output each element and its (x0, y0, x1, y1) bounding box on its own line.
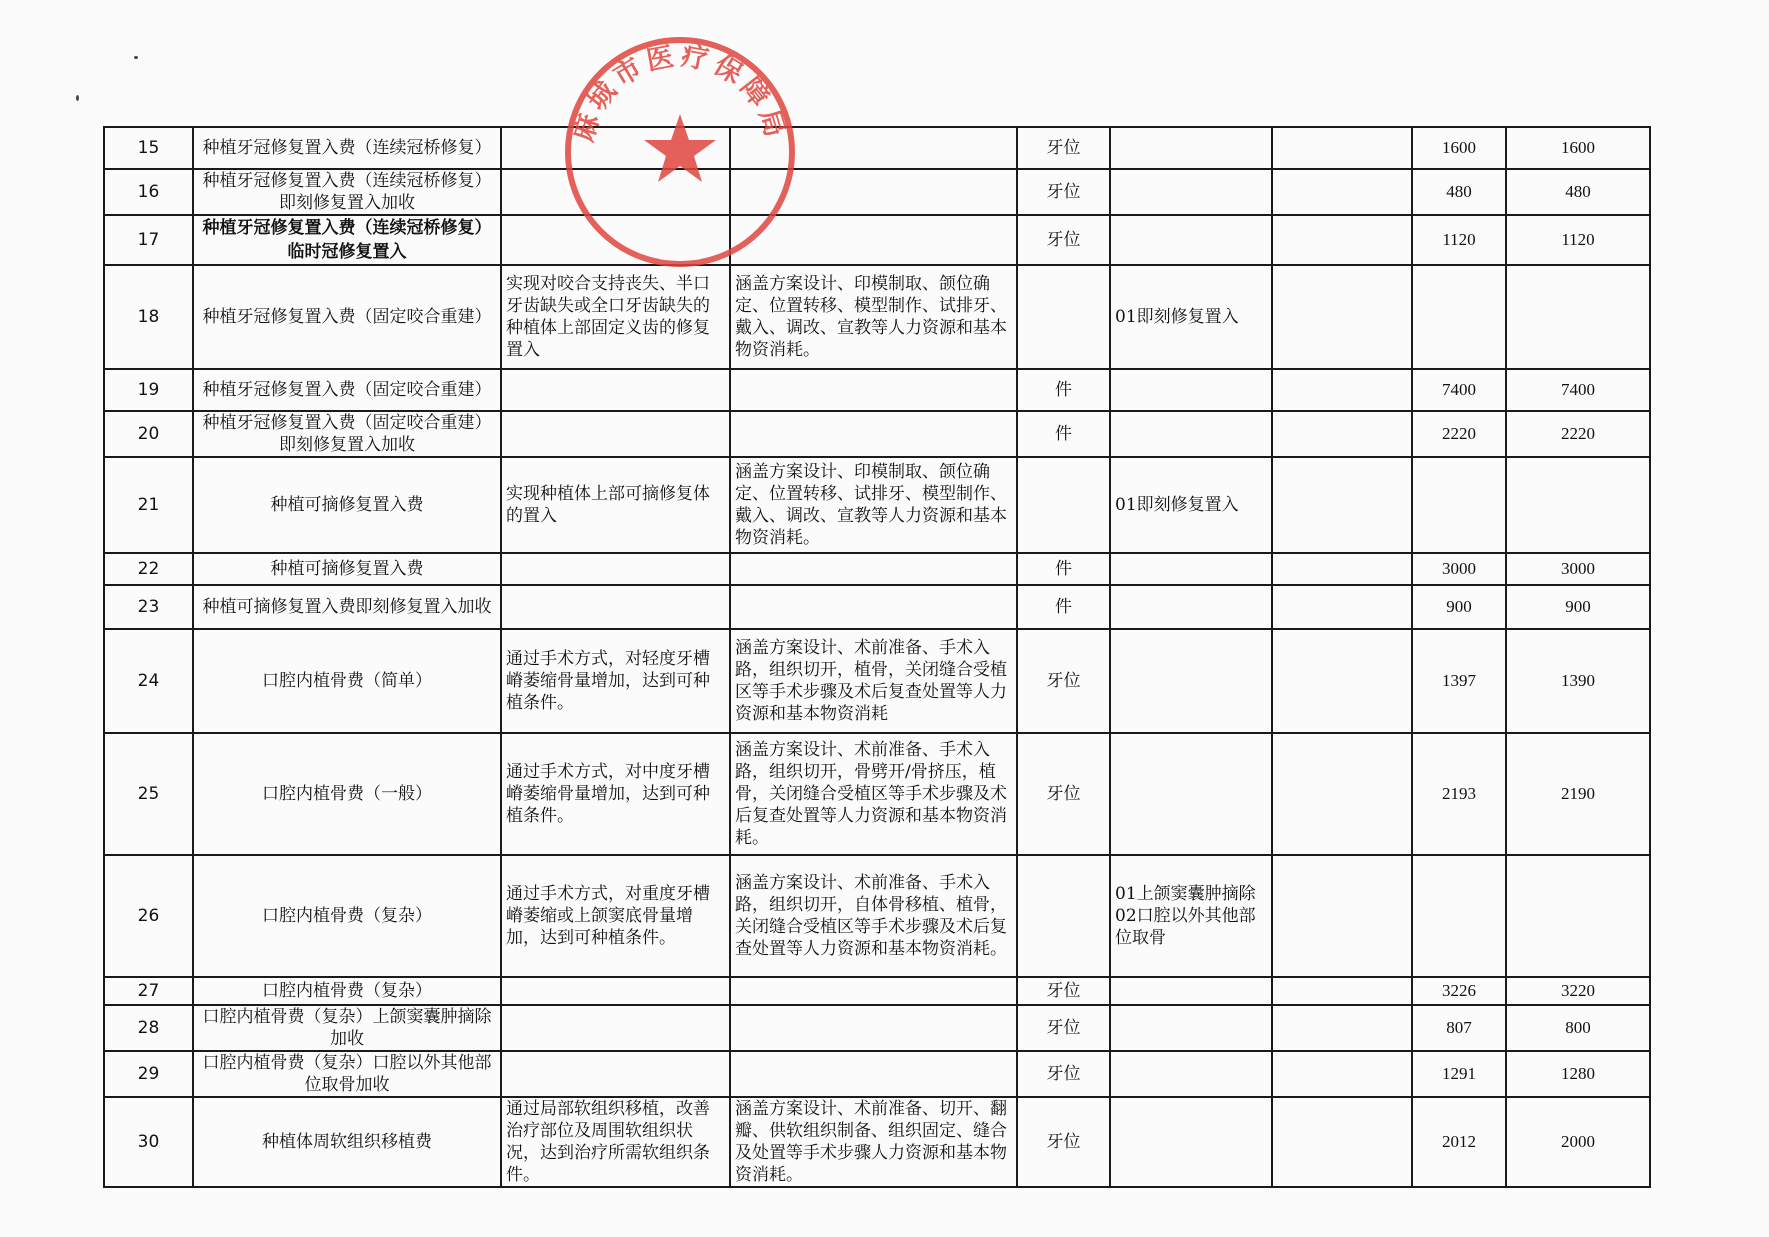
item-number: 22 (104, 553, 193, 585)
item-description: 通过手术方式，对中度牙槽嵴萎缩骨量增加，达到可种植条件。 (501, 733, 730, 855)
item-description (501, 977, 730, 1005)
item-price-1: 2012 (1412, 1097, 1506, 1187)
item-price-1: 2220 (1412, 411, 1506, 457)
item-price-1 (1412, 855, 1506, 977)
item-unit: 牙位 (1017, 1051, 1110, 1097)
item-unit: 牙位 (1017, 1005, 1110, 1051)
item-note (1272, 585, 1412, 629)
item-price-1: 480 (1412, 169, 1506, 215)
item-number: 29 (104, 1051, 193, 1097)
item-price-2: 1390 (1506, 629, 1650, 733)
table-row (104, 265, 1650, 369)
table-row (104, 585, 1650, 629)
item-price-2: 900 (1506, 585, 1650, 629)
item-exclusions (1110, 553, 1272, 585)
item-unit: 牙位 (1017, 169, 1110, 215)
table-row (104, 553, 1650, 585)
item-content: 涵盖方案设计、术前准备、切开、翻瓣、供软组织制备、组织固定、缝合及处置等手术步骤人力资源和基本物资消耗。 (730, 1097, 1017, 1187)
item-note (1272, 1097, 1412, 1187)
item-price-1: 7400 (1412, 369, 1506, 411)
item-description (501, 1051, 730, 1097)
item-unit: 牙位 (1017, 215, 1110, 265)
item-exclusions (1110, 369, 1272, 411)
item-price-2: 2000 (1506, 1097, 1650, 1187)
item-note (1272, 855, 1412, 977)
item-price-2: 3220 (1506, 977, 1650, 1005)
item-price-2: 800 (1506, 1005, 1650, 1051)
item-price-1 (1412, 265, 1506, 369)
item-unit: 牙位 (1017, 127, 1110, 169)
item-name: 口腔内植骨费（简单） (193, 629, 501, 733)
item-note (1272, 553, 1412, 585)
item-number: 30 (104, 1097, 193, 1187)
item-number: 18 (104, 265, 193, 369)
item-description: 实现对咬合支持丧失、半口牙齿缺失或全口牙齿缺失的种植体上部固定义齿的修复置入 (501, 265, 730, 369)
item-name: 种植牙冠修复置入费（固定咬合重建） (193, 265, 501, 369)
item-unit: 牙位 (1017, 977, 1110, 1005)
item-unit: 牙位 (1017, 733, 1110, 855)
item-price-2: 1280 (1506, 1051, 1650, 1097)
item-exclusions (1110, 977, 1272, 1005)
item-content: 涵盖方案设计、术前准备、手术入路，组织切开，骨劈开/骨挤压，植骨，关闭缝合受植区等手术步骤及术后复查处置等人力资源和基本物资消耗。 (730, 733, 1017, 855)
item-note (1272, 733, 1412, 855)
table-row (104, 733, 1650, 855)
item-number: 19 (104, 369, 193, 411)
item-exclusions (1110, 1097, 1272, 1187)
scan-speck (76, 95, 79, 101)
item-unit: 件 (1017, 553, 1110, 585)
item-content (730, 215, 1017, 265)
item-content (730, 553, 1017, 585)
item-name: 种植可摘修复置入费 (193, 457, 501, 553)
item-note (1272, 127, 1412, 169)
item-number: 24 (104, 629, 193, 733)
item-price-2: 480 (1506, 169, 1650, 215)
item-note (1272, 265, 1412, 369)
item-description (501, 553, 730, 585)
item-content (730, 369, 1017, 411)
item-price-1: 3226 (1412, 977, 1506, 1005)
table-row (104, 1051, 1650, 1097)
item-price-2: 7400 (1506, 369, 1650, 411)
item-unit (1017, 855, 1110, 977)
item-name: 口腔内植骨费（复杂） (193, 977, 501, 1005)
item-price-1: 1397 (1412, 629, 1506, 733)
item-name: 种植牙冠修复置入费（连续冠桥修复）即刻修复置入加收 (193, 169, 501, 215)
item-number: 21 (104, 457, 193, 553)
item-price-1: 2193 (1412, 733, 1506, 855)
item-note (1272, 169, 1412, 215)
item-price-1 (1412, 457, 1506, 553)
item-name: 种植牙冠修复置入费（连续冠桥修复）临时冠修复置入 (193, 215, 501, 265)
item-number: 23 (104, 585, 193, 629)
item-name: 种植可摘修复置入费 (193, 553, 501, 585)
item-unit: 件 (1017, 369, 1110, 411)
item-exclusions (1110, 629, 1272, 733)
item-name: 种植牙冠修复置入费（连续冠桥修复） (193, 127, 501, 169)
seal-text: 麻城市医疗保障局 (568, 40, 792, 146)
item-name: 口腔内植骨费（复杂）口腔以外其他部位取骨加收 (193, 1051, 501, 1097)
item-description (501, 169, 730, 215)
item-name: 口腔内植骨费（复杂）上颌窦囊肿摘除加收 (193, 1005, 501, 1051)
item-name: 种植体周软组织移植费 (193, 1097, 501, 1187)
item-description: 通过局部软组织移植，改善治疗部位及周围软组织状 况，达到治疗所需软组织条件。 (501, 1097, 730, 1187)
table-row (104, 629, 1650, 733)
item-number: 25 (104, 733, 193, 855)
item-number: 20 (104, 411, 193, 457)
table-row (104, 411, 1650, 457)
item-note (1272, 411, 1412, 457)
item-description (501, 411, 730, 457)
item-price-1: 807 (1412, 1005, 1506, 1051)
item-price-2: 2220 (1506, 411, 1650, 457)
item-content (730, 977, 1017, 1005)
item-content (730, 1051, 1017, 1097)
item-note (1272, 977, 1412, 1005)
fee-table (103, 126, 1651, 1188)
item-name: 种植可摘修复置入费即刻修复置入加收 (193, 585, 501, 629)
item-exclusions (1110, 585, 1272, 629)
item-description: 实现种植体上部可摘修复体的置入 (501, 457, 730, 553)
item-description (501, 585, 730, 629)
fee-table-body (104, 127, 1650, 1187)
item-exclusions (1110, 1005, 1272, 1051)
item-number: 16 (104, 169, 193, 215)
item-content (730, 411, 1017, 457)
table-row (104, 1097, 1650, 1187)
item-price-1: 900 (1412, 585, 1506, 629)
item-content (730, 127, 1017, 169)
item-exclusions (1110, 127, 1272, 169)
item-unit: 件 (1017, 411, 1110, 457)
item-description: 通过手术方式，对重度牙槽嵴萎缩或上颌窦底骨量增 加，达到可种植条件。 (501, 855, 730, 977)
item-unit: 件 (1017, 585, 1110, 629)
item-unit: 牙位 (1017, 629, 1110, 733)
item-number: 15 (104, 127, 193, 169)
item-number: 17 (104, 215, 193, 265)
item-exclusions: 01即刻修复置入 (1110, 265, 1272, 369)
item-price-2 (1506, 855, 1650, 977)
item-note (1272, 215, 1412, 265)
table-row (104, 977, 1650, 1005)
item-content (730, 585, 1017, 629)
item-description: 通过手术方式，对轻度牙槽嵴萎缩骨量增加，达到可种植条件。 (501, 629, 730, 733)
item-exclusions: 01即刻修复置入 (1110, 457, 1272, 553)
table-row (104, 127, 1650, 169)
item-name: 种植牙冠修复置入费（固定咬合重建） (193, 369, 501, 411)
item-exclusions: 01上颌窦囊肿摘除 02口腔以外其他部位取骨 (1110, 855, 1272, 977)
scan-speck (134, 56, 138, 59)
item-content: 涵盖方案设计、术前准备、手术入路，组织切开，自体骨移植、植骨，关闭缝合受植区等手术步骤及术后复查处置等人力资源和基本物资消耗。 (730, 855, 1017, 977)
table-row (104, 855, 1650, 977)
table-row (104, 1005, 1650, 1051)
item-note (1272, 1051, 1412, 1097)
item-exclusions (1110, 733, 1272, 855)
item-content (730, 169, 1017, 215)
item-name: 口腔内植骨费（复杂） (193, 855, 501, 977)
item-unit: 牙位 (1017, 1097, 1110, 1187)
item-note (1272, 457, 1412, 553)
item-note (1272, 629, 1412, 733)
item-description (501, 1005, 730, 1051)
item-content: 涵盖方案设计、术前准备、手术入路，组织切开，植骨，关闭缝合受植区等手术步骤及术后复查处置等人力资源和基本物资消耗 (730, 629, 1017, 733)
item-price-1: 3000 (1412, 553, 1506, 585)
item-exclusions (1110, 169, 1272, 215)
item-price-1: 1600 (1412, 127, 1506, 169)
item-exclusions (1110, 215, 1272, 265)
item-note (1272, 1005, 1412, 1051)
item-content (730, 1005, 1017, 1051)
item-price-2: 1600 (1506, 127, 1650, 169)
item-number: 27 (104, 977, 193, 1005)
item-exclusions (1110, 411, 1272, 457)
item-description (501, 215, 730, 265)
item-price-2: 1120 (1506, 215, 1650, 265)
item-price-2 (1506, 457, 1650, 553)
item-content: 涵盖方案设计、印模制取、颌位确定、位置转移、模型制作、试排牙、戴入、调改、宣教等人力资源和基本物资消耗。 (730, 265, 1017, 369)
item-price-2: 2190 (1506, 733, 1650, 855)
item-unit (1017, 265, 1110, 369)
item-name: 口腔内植骨费（一般） (193, 733, 501, 855)
item-unit (1017, 457, 1110, 553)
table-row (104, 369, 1650, 411)
table-row (104, 457, 1650, 553)
item-content: 涵盖方案设计、印模制取、颌位确定、位置转移、试排牙、模型制作、戴入、调改、宣教等人力资源和基本物资消耗。 (730, 457, 1017, 553)
table-row (104, 169, 1650, 215)
item-description (501, 127, 730, 169)
item-name: 种植牙冠修复置入费（固定咬合重建）即刻修复置入加收 (193, 411, 501, 457)
item-exclusions (1110, 1051, 1272, 1097)
item-number: 28 (104, 1005, 193, 1051)
item-price-2 (1506, 265, 1650, 369)
item-number: 26 (104, 855, 193, 977)
item-description (501, 369, 730, 411)
item-price-2: 3000 (1506, 553, 1650, 585)
item-price-1: 1291 (1412, 1051, 1506, 1097)
table-row (104, 215, 1650, 265)
item-price-1: 1120 (1412, 215, 1506, 265)
item-note (1272, 369, 1412, 411)
